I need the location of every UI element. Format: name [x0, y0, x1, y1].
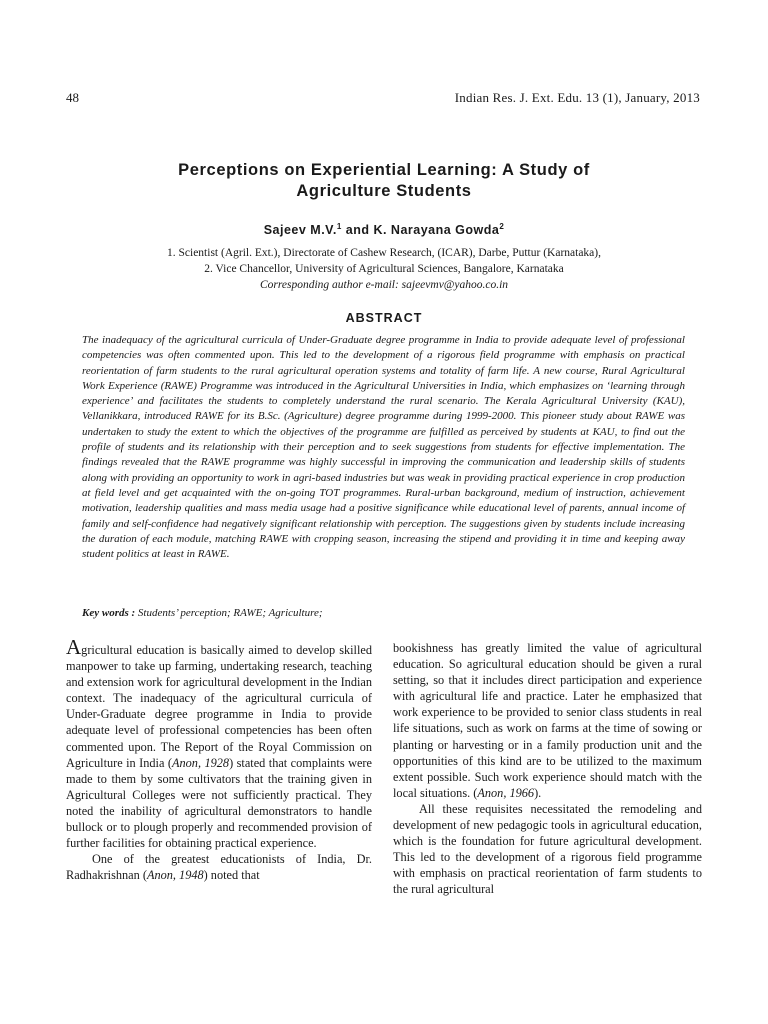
page-number: 48 — [66, 90, 79, 105]
keywords — [82, 607, 685, 619]
title-line-1: Perceptions on Experiential Learning: A Study of — [178, 161, 590, 179]
affiliation-1: 1. Scientist (Agril. Ext.), Directorate of Cashew Research, (ICAR), Darbe, Puttur (Karnataka), — [167, 247, 601, 259]
keywords-text: Students’ perception; RAWE; Agriculture; — [135, 607, 323, 619]
author-2: K. Narayana Gowda — [373, 223, 500, 238]
author-1: Sajeev M.V. — [263, 223, 337, 238]
author-1-affil-mark: 1 — [336, 222, 342, 231]
author-2-affil-mark: 2 — [499, 222, 505, 231]
citation: Anon, 1948 — [146, 868, 204, 883]
body-paragraph: One of the greatest educationists of India, Dr. Radhakrishnan (Anon, 1948) noted that — [66, 852, 372, 883]
citation: Anon, 1966 — [477, 785, 535, 800]
keywords-label: Key words : — [82, 607, 136, 619]
body-column-left — [66, 635, 372, 883]
author-list — [100, 222, 668, 237]
citation: Anon, 1928 — [171, 755, 230, 770]
affiliation-2: 2. Vice Chancellor, University of Agricultural Sciences, Bangalore, Karnataka — [204, 263, 564, 275]
corresponding-author: Corresponding author e-mail: sajeevmv@yahoo.co.in — [259, 279, 509, 291]
running-header: Indian Res. J. Ext. Edu. 13 (1), January, 2013 — [454, 90, 700, 105]
body-paragraph: Agricultural education is basically aimed to develop skilled manpower to take up farming, undertaking research, teaching and extension work for agricultural development in the Indian context. The inadequacy of the agricultural curricula of Under-Graduate degree programme in India to provide adequate level of professional competencies has been often commented upon. The Report of the Royal Commission on Agriculture in India (Anon, 1928) stated that complaints were made to them by some cultivators that the training given in Agricultural Colleges were not sufficiently practical. They noted the inability of agricultural demonstrators to handle bullock or to plough properly and recommended provision of further facilities for obtaining practical experience. — [66, 635, 372, 851]
title-line-2: Agriculture Students — [296, 182, 472, 200]
paper-title — [100, 160, 668, 202]
body-column-right — [393, 640, 702, 898]
author-connector: and — [341, 223, 374, 238]
body-paragraph: bookishness has greatly limited the value of agricultural education. So agricultural education should be given a rural setting, so that it includes direct participation and experience with agricultural life and practice. Later he emphasized that work experience to be provided to senior class students in real life situations, such as work on farms at the time of sowing or planting or harvesting or in a family production unit and the opportunities of this kind are to be utilized to the maximum extent possible. Such work experience should match with the local situations. (Anon, 1966). — [393, 641, 702, 800]
drop-cap: A — [66, 635, 82, 659]
abstract-heading: ABSTRACT — [345, 311, 423, 325]
abstract-text: The inadequacy of the agricultural curricula of Under-Graduate degree programme in India to provide adequate level of professional competencies was often commented upon. This led to the development of a rigorous field programme with emphasis on practical reorientation of farm students to the rural agricultural operation systems and totality of farm life. A new course, Rural Agricultural Work Experience (RAWE) Programme was introduced in the Agricultural Universities in India, which emphasizes on ‘learning through experience’ and facilitates the students to completely understand the rural scenario. The Kerala Agricultural University (KAU), Vellanikkara, introduced RAWE for its B.Sc. (Agriculture) degree programme during 1999-2000. This pioneer study about RAWE was undertaken to study the extent to which the objectives of the programme are fulfilled as perceived by students at KAU, to find out the profile of students and its relationship with their perception and to seek suggestions from students for effective implementation. The findings revealed that the RAWE programme was highly successful in improving the communication and leadership skills of students along with providing an opportunity to work in agri-based industries but was weak in providing practical experience in crop production at field level and get acquainted with the on-going TOT programmes. Rural-urban background, medium of instruction, achievement motivation, leadership qualities and mass media usage had a positive significance while educational level of parents, annual income of family and self-confidence had negatively significant relationship with perception. The suggestions given by students include increasing the duration of each module, matching RAWE with cropping season, increasing the stipend and providing it in time and keeping away student politics at least in RAWE. — [82, 334, 685, 561]
body-paragraph: All these requisites necessitated the remodeling and development of new pedagogic tools in agricultural education, which is the foundation for future agricultural development. This led to the development of a rigorous field programme with emphasis on practical reorientation of farm students to the rural agricultural — [393, 801, 702, 897]
